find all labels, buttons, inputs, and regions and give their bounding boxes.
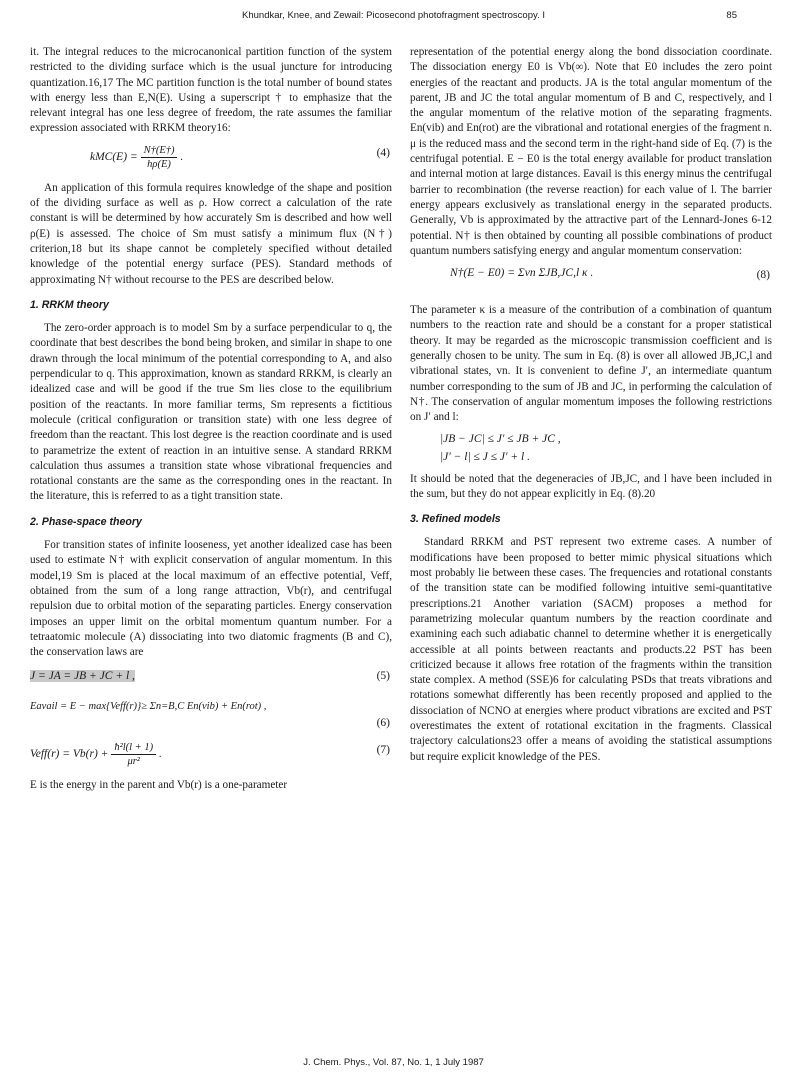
equation-number: (4) bbox=[376, 146, 390, 159]
numerator: N†(E†) bbox=[141, 144, 178, 158]
paragraph: The zero-order approach is to model Sm by a surface perpendicular to q, the coordinate that best describes the bond being broken, and similar in shape to one drawn through the local minimum of the potential corresponding to A, and also perpendicular to q. This approximation, known as standard RRKM, is clearly an idealized case and will be good if the true Sm lies close to the equilibrium position of the reactants. In more familiar terms, Sm represents a fictitious molecule (critical configuration or transition state) with one less degree of freedom than the reactant. This lost degree is the reaction coordinate and is used to parametrize the extent of reaction in an intuitive sense. A standard RRKM calculation thus assumes a transition state whose vibrational frequencies and rotational constants are the same as the corresponding ones in the reactant. In the literature, this is referred to as a tight transition state. bbox=[30, 322, 392, 503]
equation-number: (8) bbox=[756, 269, 770, 282]
equation-6-number-line bbox=[30, 716, 392, 734]
equation-body: Eavail = E − max{Veff(r)}≥ Σn=B,C En(vib) + En(rot) , bbox=[30, 701, 267, 713]
denominator: hρ(E) bbox=[147, 158, 171, 170]
inequality-2 bbox=[410, 448, 772, 468]
left-column bbox=[30, 45, 392, 1045]
section-heading: 2. Phase-space theory bbox=[30, 515, 142, 528]
paragraph: It should be noted that the degeneracies of JB,JC, and l have been included in the sum, but they do not appear explicitly in Eq. (8).20 bbox=[410, 472, 772, 500]
equation-body: |JB − JC| ≤ J′ ≤ JB + JC , bbox=[440, 432, 561, 445]
equation-body: N†(E − E0) = Σvn ΣJB,JC,l κ . bbox=[450, 267, 594, 280]
numerator: ħ²l(l + 1) bbox=[111, 741, 156, 755]
equation-number: (5) bbox=[376, 670, 390, 683]
journal-footer: J. Chem. Phys., Vol. 87, No. 1, 1 July 1987 bbox=[303, 1057, 484, 1068]
right-column bbox=[410, 45, 772, 1045]
equation-body: |J′ − l| ≤ J ≤ J′ + l . bbox=[440, 450, 530, 463]
equation-tail: . bbox=[159, 748, 162, 761]
equation-tail: . bbox=[180, 150, 184, 163]
paragraph: The parameter κ is a measure of the contribution of a combination of quantum numbers to the reaction rate and should be a constant for a proper statistical theory. It may be regarded as the microscopic transmission coefficient and is generally chosen to be unity. The sum in Eq. (8) is over all allowed JB,JC,l and vibrational states, vn. It is convenient to define J′, an intermediate quantum number corresponding to the sum of JB and JC, in performing the calculation of N†. The conservation of angular momentum imposes the following restrictions on J′ and l: bbox=[410, 304, 772, 424]
fraction bbox=[141, 144, 178, 171]
section-heading: 3. Refined models bbox=[410, 513, 501, 526]
paragraph: An application of this formula requires knowledge of the shape and position of the dividing surface as well as ρ. How correct a calculation of the rate constant is will be determined by how accurately Sm is described and how well ρ(E) is assessed. The choice of Sm must satisfy a minimum flux (N†) criterion,18 but its shape cannot be completely specified without detailed knowledge of the potential energy surface (PES). Standard methods of approximating N† without recourse to the PES are described below. bbox=[30, 181, 392, 286]
paragraph: E is the energy in the parent and Vb(r) is a one-parameter bbox=[30, 779, 288, 792]
equation-lhs: kMC(E) = bbox=[90, 150, 138, 163]
equation-8 bbox=[410, 263, 772, 299]
paragraph: it. The integral reduces to the microcanonical partition function of the system restricted to the dividing surface which is the usual juncture for introducing quantization.16,17 The MC partition function is the total number of bound states with energy less than E,N(E). Using a superscript † to emphasize that the relevant integral has one less degree of freedom, the rate assumes the familiar expression associated with RRKM theory16: bbox=[30, 46, 392, 135]
section-heading: 1. RRKM theory bbox=[30, 298, 109, 311]
denominator: μr² bbox=[127, 756, 140, 768]
running-header bbox=[0, 10, 787, 26]
equation-lhs: Veff(r) = Vb(r) + bbox=[30, 748, 109, 761]
running-title: Khundkar, Knee, and Zewail: Picosecond photofragment spectroscopy. I bbox=[242, 10, 545, 21]
equation-5 bbox=[30, 664, 392, 690]
equation-body: J = JA = JB + JC + l , bbox=[30, 670, 135, 683]
page-number: 85 bbox=[726, 10, 737, 21]
paragraph: Standard RRKM and PST represent two extreme cases. A number of modifications have been proposed to better mimic physical situations which most probably lie between these cases. The frequencies and rotational constants of the transition state can be modified following intuitive semi-quantitative prescriptions.21 Another variation (SACM) proposes a method for parametrizing molecular quantum numbers by the reaction coordinate and examining each such adiabatic channel to determine whether it is energetically accessible at all points between reactants and products.22 PST has been criticized because it allows free rotation of the fragments within the transition state complex. A method (SSE)6 for calculating PSDs that treats vibrations and rotations somewhat differently has been recently proposed and applied to the dissociation of NCNO at energies where product vibrations are excited and PST overestimates the extent of rotational excitation in the fragments. Classical trajectory calculations23 offer a means of avoiding the statistical assumptions but require explicit knowledge of the PES. bbox=[410, 536, 772, 763]
equation-number: (7) bbox=[376, 744, 390, 757]
equation-7 bbox=[30, 738, 392, 774]
fraction bbox=[111, 741, 156, 768]
paragraph: representation of the potential energy along the bond dissociation coordinate. The dissociation energy E0 is Vb(∞). Note that E0 includes the zero point energies of the reactant and products. JA is the total angular momentum of the parent, JB and JC the total angular momentum of B and C, respectively, and l the angular momentum of the relative motion of the separating fragments. En(vib) and En(rot) are the vibrational and rotational energies of the fragment n. μ is the reduced mass and the second term in the right-hand side of Eq. (7) is the centrifugal potential. E − E0 is the total energy available for product translation and internal motion at large distances. Eavail is this energy minus the centrifugal barrier to recombination (the reverse reaction) for each value of l. The barrier energy appears exclusively as translational energy in the separated products. Generally, Vb is approximated by the attractive part of the Lennard-Jones 6-12 potential. N† is then obtained by counting all possible combinations of product quantum numbers satisfying energy and angular momentum conservation: bbox=[410, 46, 772, 257]
inequality-1 bbox=[410, 430, 772, 448]
paragraph: For transition states of infinite looseness, yet another idealized case has been used to estimate N† with explicit conservation of angular momentum. In this model,19 Sm is placed at the local maximum of an effective potential, Veff, obtained from the sum of a long range attraction, Vb(r), and centrifugal repulsion due to orbital motion of the separating particles. Energy conservation imposes an upper limit on the orbital momentum quantum number. For a tetraatomic molecule (A) dissociating into two diatomic fragments (B and C), the conservation laws are bbox=[30, 539, 392, 659]
equation-4 bbox=[30, 141, 392, 177]
equation-number: (6) bbox=[376, 717, 390, 730]
